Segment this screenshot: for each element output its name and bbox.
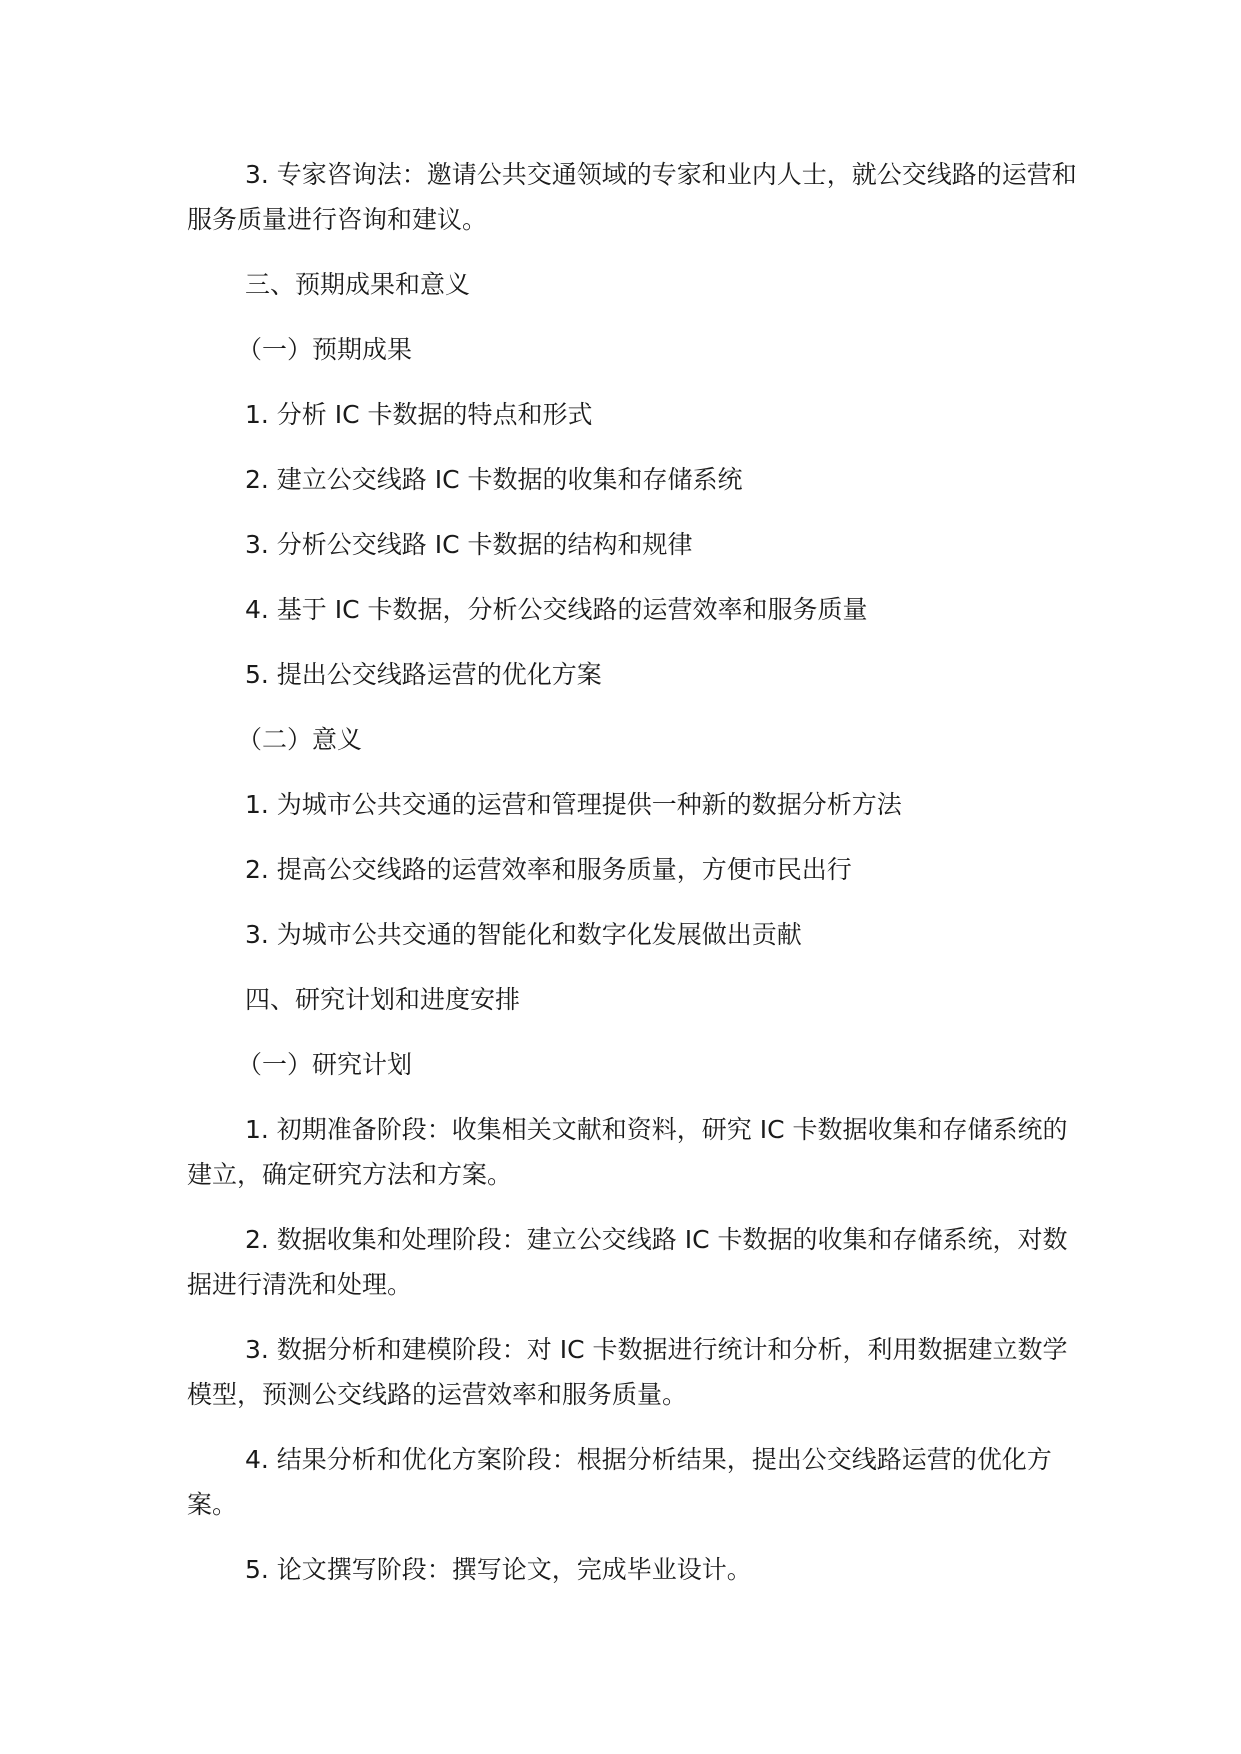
list-item-plan-2: 2. 数据收集和处理阶段：建立公交线路 IC 卡数据的收集和存储系统，对数据进行清洗和处理。 <box>187 1225 1068 1299</box>
list-item-plan-5: 5. 论文撰写阶段：撰写论文，完成毕业设计。 <box>245 1555 752 1584</box>
subsection-heading-outcomes: （一）预期成果 <box>237 335 413 364</box>
list-item-outcome-4: 4. 基于 IC 卡数据，分析公交线路的运营效率和服务质量 <box>245 595 868 624</box>
list-item-outcome-1: 1. 分析 IC 卡数据的特点和形式 <box>245 400 593 429</box>
section-heading-3: 三、预期成果和意义 <box>245 270 471 299</box>
list-item-plan-1: 1. 初期准备阶段：收集相关文献和资料，研究 IC 卡数据收集和存储系统的建立，确定研究方法和方案。 <box>187 1115 1068 1189</box>
document-body <box>187 152 1077 1592</box>
list-item-outcome-5: 5. 提出公交线路运营的优化方案 <box>245 660 602 689</box>
list-item-outcome-3: 3. 分析公交线路 IC 卡数据的结构和规律 <box>245 530 693 559</box>
list-item-plan-4: 4. 结果分析和优化方案阶段：根据分析结果，提出公交线路运营的优化方案。 <box>187 1445 1052 1519</box>
list-item-outcome-2: 2. 建立公交线路 IC 卡数据的收集和存储系统 <box>245 465 743 494</box>
list-item-significance-3: 3. 为城市公共交通的智能化和数字化发展做出贡献 <box>245 920 802 949</box>
list-item-significance-1: 1. 为城市公共交通的运营和管理提供一种新的数据分析方法 <box>245 790 902 819</box>
section-heading-4: 四、研究计划和进度安排 <box>245 985 521 1014</box>
paragraph-method-3: 3. 专家咨询法：邀请公共交通领域的专家和业内人士，就公交线路的运营和服务质量进行咨询和建议。 <box>187 160 1077 234</box>
list-item-significance-2: 2. 提高公交线路的运营效率和服务质量，方便市民出行 <box>245 855 852 884</box>
subsection-heading-significance: （二）意义 <box>237 725 363 754</box>
list-item-plan-3: 3. 数据分析和建模阶段：对 IC 卡数据进行统计和分析，利用数据建立数学模型，预测公交线路的运营效率和服务质量。 <box>187 1335 1068 1409</box>
subsection-heading-plan: （一）研究计划 <box>237 1050 413 1079</box>
